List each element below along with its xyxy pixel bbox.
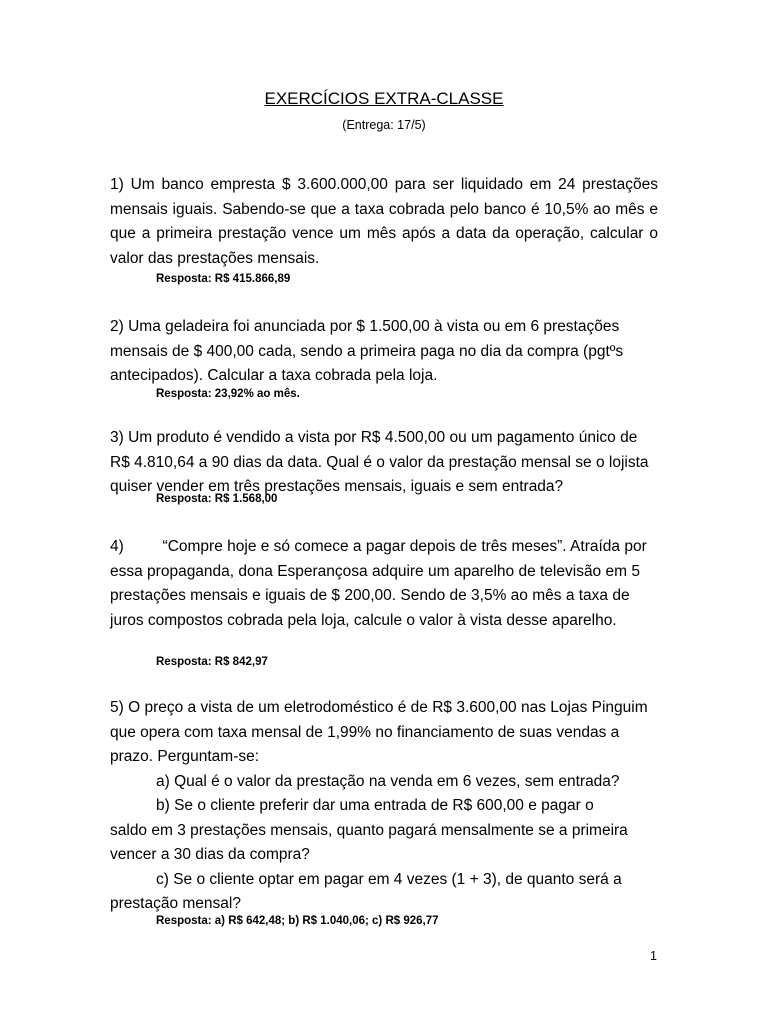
question-4-answer: Resposta: R$ 842,97 [156,656,268,668]
question-2-answer: Resposta: 23,92% ao mês. [156,388,300,400]
question-1-text: 1) Um banco empresta $ 3.600.000,00 para ser liquidado em 24 prestações mensais iguais. Sabendo-se que a taxa cobrada pelo banco é 10,5% ao mês e que a primeira prestação vence um mês após a data da operação, calcular o valor das prestações mensais. [110,176,658,267]
question-1-answer: Resposta: R$ 415.866,89 [156,273,291,285]
question-5-item-c-cont: prestação mensal? [110,895,241,912]
due-date: (Entrega: 17/5) [342,118,426,132]
page-title: EXERCÍCIOS EXTRA-CLASSE [264,89,504,108]
question-5-intro: 5) O preço a vista de um eletrodoméstico é de R$ 3.600,00 nas Lojas Pinguim que opera com taxa mensal de 1,99% no financiamento de suas vendas a prazo. Perguntam-se: [110,699,648,765]
question-5-item-a: a) Qual é o valor da prestação na venda em 6 vezes, sem entrada? [156,772,620,790]
page-number: 1 [650,949,657,963]
question-5-item-c: c) Se o cliente optar em pagar em 4 vezes (1 + 3), de quanto será a [156,870,622,888]
question-2-text: 2) Uma geladeira foi anunciada por $ 1.500,00 à vista ou em 6 prestações mensais de $ 400,00 cada, sendo a primeira paga no dia da compra (pgtºs antecipados). Calcular a taxa cobrada pela loja. [110,318,624,384]
question-5-item-b-cont: saldo em 3 prestações mensais, quanto pagará mensalmente se a primeira vencer a 30 dias da compra? [110,821,628,863]
question-4-text: 4) “Compre hoje e só comece a pagar depois de três meses”. Atraída por essa propaganda, dona Esperançosa adquire um aparelho de televisão em 5 prestações mensais e iguais de $ 200,00. Sendo de 3,5% ao mês a taxa de juros compostos cobrada pela loja, calcule o valor à vista desse aparelho. [110,538,652,629]
question-5-item-b: b) Se o cliente preferir dar uma entrada de R$ 600,00 e pagar o [156,797,594,814]
question-3-text: 3) Um produto é vendido a vista por R$ 4.500,00 ou um pagamento único de R$ 4.810,64 a 90 dias da data. Qual é o valor da prestação mensal se o lojista quiser vender em três prestações mensais, iguais e sem entrada? [110,429,649,495]
question-5-answer: Resposta: a) R$ 642,48; b) R$ 1.040,06; c) R$ 926,77 [156,915,439,927]
question-3-answer: Resposta: R$ 1.568,00 [156,493,278,505]
question-5-text [110,696,658,917]
